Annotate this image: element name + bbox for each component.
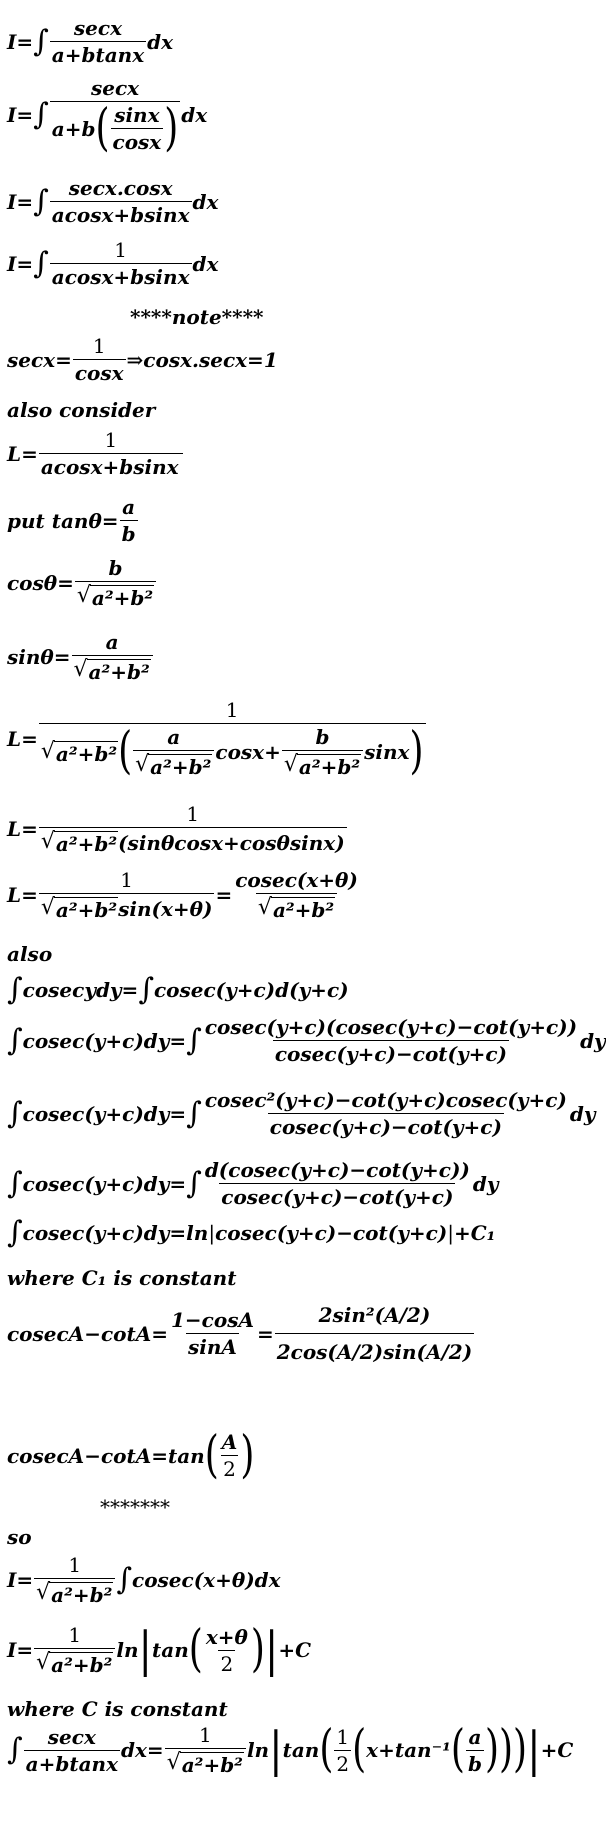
also-label: also xyxy=(7,942,53,966)
eq-6: L= $\frac{1}{acosx+bsinx}$ xyxy=(7,430,184,477)
eq-13: ∫ cosecydy= ∫ cosec(y+c)d(y+c) xyxy=(7,972,349,1007)
eq-12: L= 1 √ a²+b² sin(x+θ) = cosec(x+θ) √ a²+b² xyxy=(7,868,358,922)
eq-7: put tanθ= $\frac{a}{b}$ xyxy=(7,495,136,546)
fraction: $\frac{\sec x}{a+btanx}$ xyxy=(51,16,145,67)
eq-16: ∫ cosec(y+c)dy= ∫ $\frac{d(cosec(y+c)-\cot(y+c))}{cosec(y+c)-\cot(y+c)}$ dy xyxy=(7,1158,499,1209)
integral-sign: ∫ xyxy=(33,23,49,59)
also-consider: also consider xyxy=(7,398,156,422)
stars-separator: ******* xyxy=(100,1495,170,1519)
integral-sign: ∫ xyxy=(33,183,49,219)
eq-22: ∫ $\frac{\sec x}{a+btanx}$ dx= 1 √ a²+b² ln | tan ( $\frac{1}{2}$ ( x+tan⁻¹ ( $\frac{a}{b}$ ))) | +C xyxy=(7,1720,574,1778)
eq-20: I= 1 √ a²+b² ∫ cosec(x+θ)dx xyxy=(7,1553,281,1607)
eq-1: I= ∫ $\frac{\sec x}{a+btanx}$ dx xyxy=(7,16,174,67)
eq-21: I= 1 √ a²+b² ln | tan ( $\frac{x+\theta}{2}$ ) | +C xyxy=(7,1620,312,1678)
where-constant-1: where C₁ is constant xyxy=(7,1266,237,1290)
eq-5: secx= $\frac{1}{\cos x}$ ⇒cosx.secx=1 xyxy=(7,334,278,385)
fraction: secx a+b ( $\frac{\sin x}{\cos x}$ ) xyxy=(51,76,179,157)
eq-14: ∫ cosec(y+c)dy= ∫ $\frac{cosec(y+c)(cosec(y+c)-\cot(y+c))}{cosec(y+c)-\cot(y+c)}$ dy xyxy=(7,1015,606,1066)
integral-sign: ∫ xyxy=(33,97,49,132)
lhs: I= xyxy=(7,29,34,54)
integral-sign: ∫ xyxy=(33,245,49,281)
eq-18: cosecA−cotA= $\frac{1-\cos A}{\sin A}$ = $\frac{\text{2sin²(A/2)}}{2\cos(A/2)\sin(A/2)}$ xyxy=(7,1303,473,1364)
eq-10: L= 1 √ a²+b² ( a √ a²+b² cosx+ b √ a²+b² sinx ) xyxy=(7,698,424,780)
note-heading: ****note**** xyxy=(130,305,264,329)
eq-4: I= ∫ $\frac{1}{acosx+bsinx}$ dx xyxy=(7,238,219,289)
eq-9: sinθ= a √ a²+b² xyxy=(7,632,154,682)
eq-15: ∫ cosec(y+c)dy= ∫ $\frac{\text{cosec²(y+c)−cot(y+c)cosec(y+c)}}{cosec(y+c)-\cot(y+c)}$ dy xyxy=(7,1088,596,1139)
where-constant-2: where C is constant xyxy=(7,1697,228,1721)
eq-3: I= ∫ $\frac{\sec x.\cos x}{acosx+bsinx}$ dx xyxy=(7,176,219,227)
so-label: so xyxy=(7,1525,32,1549)
eq-19: cosecA−cotA=tan ( $\frac{A}{2}$ ) xyxy=(7,1426,255,1484)
eq-2: I= ∫ secx a+b ( $\frac{\sin x}{\cos x}$ ) dx xyxy=(7,76,208,157)
eq-17: ∫ cosec(y+c)dy=ln | cosec(y+c)−cot(y+c) | +C₁ xyxy=(7,1215,496,1250)
eq-8: cosθ= b √ a²+b² xyxy=(7,558,157,608)
eq-11: L= 1 √ a²+b² (sinθcosx+cosθsinx) xyxy=(7,802,345,856)
